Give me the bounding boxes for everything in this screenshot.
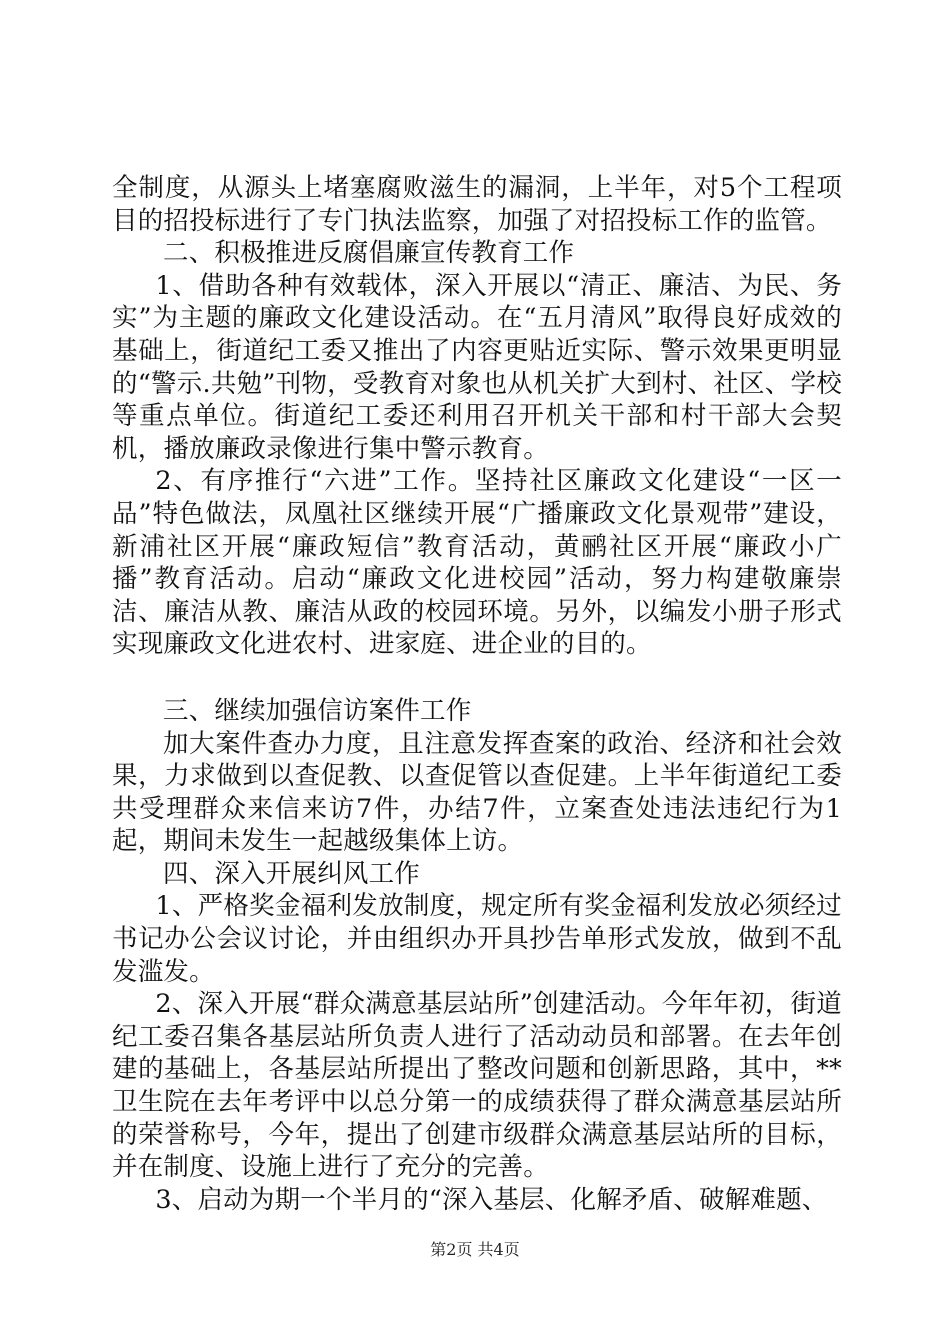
paragraph-2-2: 2、有序推行“六进”工作。坚持社区廉政文化建设“一区一品”特色做法，凤凰社区继续开展“广播廉政文化景观带”建设，新浦社区开展“廉政短信”教育活动，黄鹂社区开展“廉政小广播”教育活动。启动“廉政文化进校园”活动，努力构建敬廉崇洁、廉洁从教、廉洁从政的校园环境。另外，以编发小册子形式实现廉政文化进农村、进家庭、进企业的目的。 [112,466,842,660]
section-heading-4: 四、深入开展纠风工作 [163,858,421,889]
paragraph-gap [112,661,842,695]
paragraph-continuation: 全制度，从源头上堵塞腐败滋生的漏洞，上半年，对5个工程项目的招投标进行了专门执法监察，加强了对招投标工作的监管。 [112,173,842,236]
paragraph-4-2: 2、深入开展“群众满意基层站所”创建活动。今年年初，街道纪工委召集各基层站所负责人进行了活动动员和部署。在去年创建的基础上，各基层站所提出了整改问题和创新思路，其中，**卫生院在去年考评中以总分第一的成绩获得了群众满意基层站所的荣誉称号，今年，提出了创建市级群众满意基层站所的目标，并在制度、设施上进行了充分的完善。 [112,989,842,1183]
paragraph-3-1: 加大案件查办力度，且注意发挥查案的政治、经济和社会效果，力求做到以查促教、以查促管以查促建。上半年街道纪工委共受理群众来信来访7件，办结7件，立案查处违法违纪行为1起，期间未发生一起越级集体上访。 [112,728,842,857]
paragraph-2-1: 1、借助各种有效载体，深入开展以“清正、廉洁、为民、务实”为主题的廉政文化建设活动。在“五月清风”取得良好成效的基础上，街道纪工委又推出了内容更贴近实际、警示效果更明显的“警示.共勉”刊物，受教育对象也从机关扩大到村、社区、学校等重点单位。街道纪工委还利用召开机关干部和村干部大会契机，播放廉政录像进行集中警示教育。 [112,270,842,464]
paragraph-4-1: 1、严格奖金福利发放制度，规定所有奖金福利发放必须经过书记办公会议讨论，并由组织办开具抄告单形式发放，做到不乱发滥发。 [112,891,842,987]
section-heading-2: 二、积极推进反腐倡廉宣传教育工作 [163,238,575,269]
paragraph-4-3: 3、启动为期一个半月的“深入基层、化解矛盾、破解难题、 [155,1184,828,1215]
document-body [112,172,842,1216]
section-heading-3: 三、继续加强信访案件工作 [163,695,472,726]
page-number-footer: 第2页 共4页 [430,1240,520,1259]
